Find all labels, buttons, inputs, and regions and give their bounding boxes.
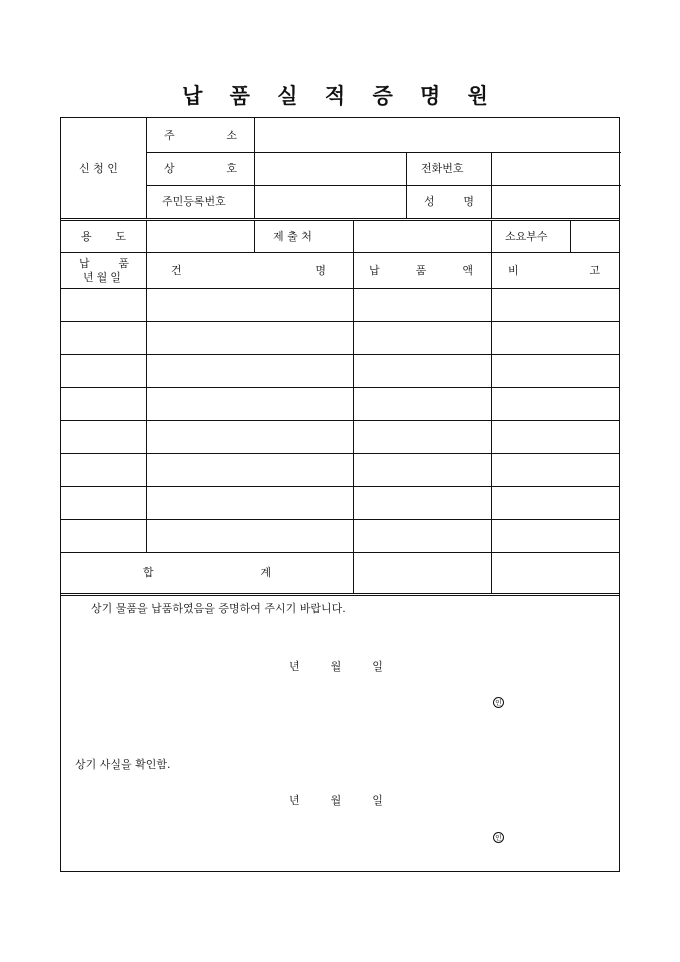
phone-label: 전화번호 <box>421 162 464 175</box>
request-statement: 상기 물품을 납품하였음을 증명하여 주시기 바랍니다. <box>91 602 346 615</box>
confirm-statement: 상기 사실을 확인함. <box>75 758 171 771</box>
request-date: 년 월 일 <box>289 660 383 673</box>
item-header: 건 명 <box>171 264 326 277</box>
divider <box>570 221 571 252</box>
document-title: 납 품 실 적 증 명 원 <box>182 83 498 108</box>
divider <box>146 118 147 218</box>
divider <box>146 185 621 186</box>
divider <box>406 152 407 218</box>
trade-name-label: 상 호 <box>164 162 237 175</box>
total-label: 합 계 <box>143 566 271 579</box>
resident-id-label: 주민등록번호 <box>162 195 226 208</box>
seal-mark: 인 <box>493 697 504 708</box>
seal-mark: 인 <box>493 832 504 843</box>
divider <box>61 252 619 253</box>
copies-label: 소요부수 <box>505 230 548 243</box>
divider <box>61 321 619 322</box>
divider <box>61 519 619 520</box>
divider <box>491 152 492 218</box>
divider <box>61 387 619 388</box>
name-label: 성 명 <box>424 195 474 208</box>
confirm-date: 년 월 일 <box>289 794 383 807</box>
divider <box>353 221 354 252</box>
applicant-label: 신 청 인 <box>79 162 118 175</box>
divider <box>491 221 492 252</box>
divider <box>146 252 147 552</box>
double-divider <box>61 593 619 596</box>
divider <box>61 288 619 289</box>
submit-to-label: 제 출 처 <box>273 230 312 243</box>
divider <box>61 420 619 421</box>
divider <box>61 486 619 487</box>
divider <box>61 453 619 454</box>
divider <box>61 552 619 553</box>
delivery-header-line1: 납 품 <box>79 257 129 270</box>
double-divider <box>61 218 619 221</box>
divider <box>61 354 619 355</box>
amount-header: 납 품 액 <box>369 264 473 277</box>
delivery-date-header: 년월일 <box>83 271 124 284</box>
divider <box>491 252 492 593</box>
address-label: 주 소 <box>164 129 237 142</box>
certificate-form <box>60 117 620 872</box>
divider <box>254 118 255 218</box>
divider <box>146 221 147 252</box>
remarks-header: 비 고 <box>508 264 600 277</box>
divider <box>146 152 621 153</box>
divider <box>254 221 255 252</box>
divider <box>353 252 354 593</box>
purpose-label: 용 도 <box>81 230 126 243</box>
